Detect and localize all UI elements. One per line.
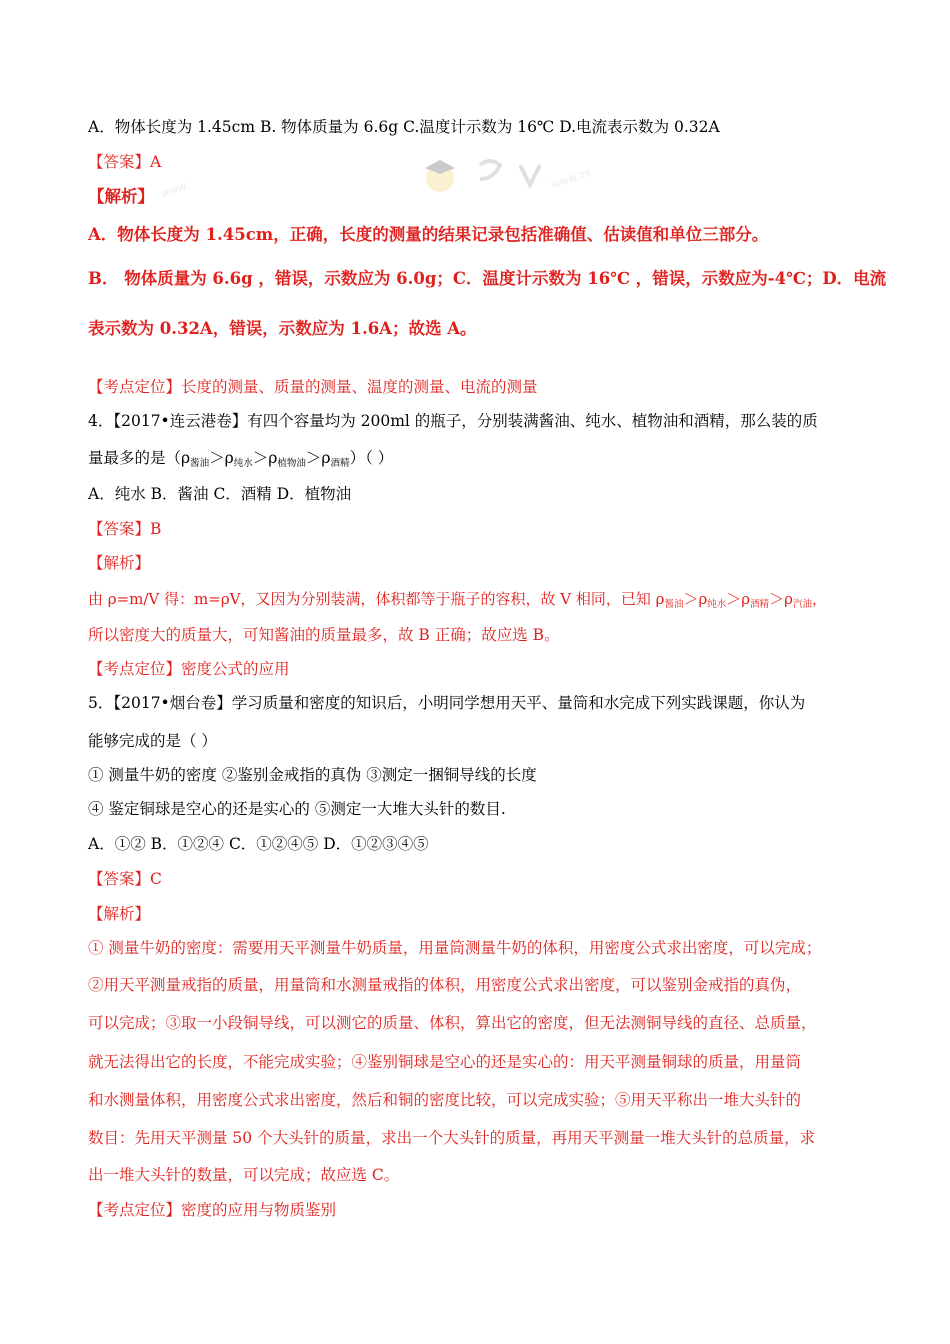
q4-analysis-sub-gasoline: 汽油 <box>792 599 812 610</box>
q5-analysis-line-2: ②用天平测量戒指的质量，用量筒和水测量戒指的体积，用密度公式求出密度，可以鉴别金戒指的真伪， <box>88 976 802 994</box>
q5-stem-line-1: 5．【2017•烟台卷】学习质量和密度的知识后，小明同学想用天平、量筒和水完成下列实践课题，你认为 <box>88 694 806 712</box>
q4-analysis-gt-1: ＞ρ <box>683 590 708 608</box>
q4-sub-vegoil: 植物油 <box>277 458 306 469</box>
q4-analysis-tag: 【解析】 <box>88 554 151 572</box>
q4-stem-line-1: 4．【2017•连云港卷】有四个容量均为 200ml 的瓶子，分别装满酱油、纯水、植物油和酒精，那么装的质 <box>88 412 818 430</box>
q5-options: A．①② B．①②④ C．①②④⑤ D．①②③④⑤ <box>88 835 429 853</box>
q5-analysis-line-5: 和水测量体积，用密度公式求出密度，然后和铜的密度比较，可以完成实验；⑤用天平称出一堆大头针的 <box>88 1091 802 1109</box>
watermark-text-right: www.zx <box>549 165 593 192</box>
q5-stem-line-2: 能够完成的是（ ） <box>88 732 217 750</box>
q4-options: A．纯水 B．酱油 C．酒精 D．植物油 <box>88 485 352 503</box>
q5-analysis-line-6: 数目：先用天平测量 50 个大头针的质量，求出一个大头针的质量，再用天平测量一堆大头针的总质量，求 <box>88 1129 816 1147</box>
q4-gt-3: ＞ρ <box>305 449 331 467</box>
q4-stem-suffix: ）（ ） <box>349 449 394 467</box>
q4-knowledge-point: 【考点定位】密度公式的应用 <box>88 660 290 678</box>
watermark-text-left: www. <box>158 178 191 201</box>
q4-answer: 【答案】B <box>88 520 162 538</box>
q4-analysis-line-2: 所以密度大的质量大，可知酱油的质量最多，故 B 正确；故应选 B。 <box>88 626 560 644</box>
q3-analysis-line-3: 表示数为 0.32A，错误，示数应为 1.6A；故选 A。 <box>88 319 477 338</box>
q3-answer: 【答案】A <box>88 153 162 171</box>
q4-stem-line-2 <box>88 447 393 475</box>
q4-analysis-gt-2: ＞ρ <box>726 590 751 608</box>
q3-analysis-line-1: A．物体长度为 1.45cm，正确，长度的测量的结果记录包括准确值、估读值和单位三部分。 <box>88 225 769 244</box>
q3-options: A．物体长度为 1.45cm B. 物体质量为 6.6g C.温度计示数为 16℃ D.电流表示数为 0.32A <box>88 118 720 136</box>
q5-knowledge-point: 【考点定位】密度的应用与物质鉴别 <box>88 1201 337 1219</box>
q4-analysis-sub-water: 纯水 <box>707 599 727 610</box>
q5-item-line-2: ④ 鉴定铜球是空心的还是实心的 ⑤测定一大堆大头针的数目. <box>88 800 506 818</box>
q4-analysis-suffix: ， <box>811 590 827 608</box>
q4-sub-water: 纯水 <box>233 458 253 469</box>
q4-analysis-sub-soy: 酱油 <box>664 599 684 610</box>
q5-analysis-tag: 【解析】 <box>88 905 151 923</box>
q3-analysis-tag: 【解析】 <box>88 187 154 206</box>
q4-stem-prefix: 量最多的是（ρ <box>88 449 191 467</box>
q5-analysis-line-3: 可以完成；③取一小段铜导线，可以测它的质量、体积，算出它的密度，但无法测铜导线的直径、总质量， <box>88 1014 817 1032</box>
q4-analysis-gt-3: ＞ρ <box>769 590 793 608</box>
q3-knowledge-point: 【考点定位】长度的测量、质量的测量、温度的测量、电流的测量 <box>88 378 538 396</box>
q4-gt-2: ＞ρ <box>252 449 278 467</box>
q5-item-line-1: ① 测量牛奶的密度 ②鉴别金戒指的真伪 ③测定一捆铜导线的长度 <box>88 766 537 784</box>
q4-sub-alcohol: 酒精 <box>330 458 350 469</box>
q3-analysis-line-2: B． 物体质量为 6.6g ，错误，示数应为 6.0g；C．温度计示数为 16℃ ，错误，示数应为-4℃；D．电流 <box>88 269 887 288</box>
q4-gt-1: ＞ρ <box>209 449 234 467</box>
q5-analysis-line-1: ① 测量牛奶的密度：需要用天平测量牛奶质量，用量筒测量牛奶的体积，用密度公式求出密度，可以完成； <box>88 939 822 957</box>
q4-analysis-prefix: 由 ρ=m/V 得：m=ρV，又因为分别装满，体积都等于瓶子的容积，故 V 相同，已知 ρ <box>88 590 665 608</box>
q5-answer: 【答案】C <box>88 870 162 888</box>
q5-analysis-line-4: 就无法得出它的长度，不能完成实验；④鉴别铜球是空心的还是实心的：用天平测量铜球的质量，用量筒 <box>88 1053 802 1071</box>
q4-analysis-sub-alcohol: 酒精 <box>750 599 770 610</box>
q4-analysis-line-1 <box>88 588 827 616</box>
q5-analysis-line-7: 出一堆大头针的数量，可以完成；故应选 C。 <box>88 1166 400 1184</box>
q4-sub-soy: 酱油 <box>190 458 210 469</box>
